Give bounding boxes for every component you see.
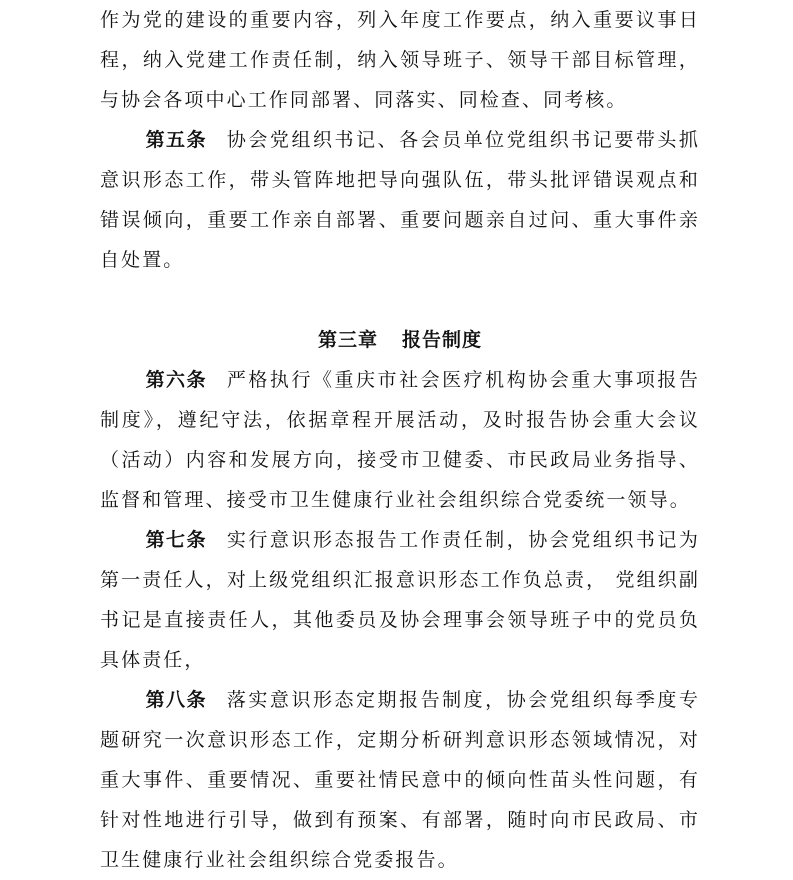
document-page — [100, 0, 700, 880]
article-5-text: 协会党组织书记、各会员单位党组织书记要带头抓意识形态工作，带头管阵地把导向强队伍，带头批评错误观点和错误倾向，重要工作亲自部署、重要问题亲自过问、重大事件亲自处置。 — [100, 129, 700, 271]
article-6-text: 严格执行《重庆市社会医疗机构协会重大事项报告制度》，遵纪守法，依据章程开展活动，及时报告协会重大会议（活动）内容和发展方向，接受市卫健委、市民政局业务指导、监督和管理、接受市卫生健康行业社会组织综合党委统一领导。 — [100, 369, 700, 511]
article-5-paragraph — [100, 120, 700, 280]
article-7-label: 第七条 — [145, 529, 207, 551]
article-7-text: 实行意识形态报告工作责任制，协会党组织书记为第一责任人，对上级党组织汇报意识形态工作负总责， 党组织副书记是直接责任人，其他委员及协会理事会领导班子中的党员负具体责任， — [100, 529, 700, 671]
chapter-title: 报告制度 — [402, 329, 483, 351]
chapter-number: 第三章 — [317, 329, 378, 351]
continuation-paragraph: 作为党的建设的重要内容，列入年度工作要点，纳入重要议事日程，纳入党建工作责任制，纳入领导班子、领导干部目标管理，与协会各项中心工作同部署、同落实、同检查、同考核。 — [100, 9, 700, 111]
article-5-label: 第五条 — [145, 129, 207, 151]
article-6-paragraph — [100, 360, 700, 520]
article-7-paragraph — [100, 520, 700, 680]
chapter-heading — [100, 320, 700, 360]
article-8-paragraph — [100, 680, 700, 880]
article-8-label: 第八条 — [145, 689, 207, 711]
article-6-label: 第六条 — [145, 369, 207, 391]
article-8-text: 落实意识形态定期报告制度，协会党组织每季度专题研究一次意识形态工作，定期分析研判意识形态领域情况，对重大事件、重要情况、重要社情民意中的倾向性苗头性问题，有针对性地进行引导，做到有预案、有部署，随时向市民政局、市卫生健康行业社会组织综合党委报告。 — [100, 689, 700, 871]
